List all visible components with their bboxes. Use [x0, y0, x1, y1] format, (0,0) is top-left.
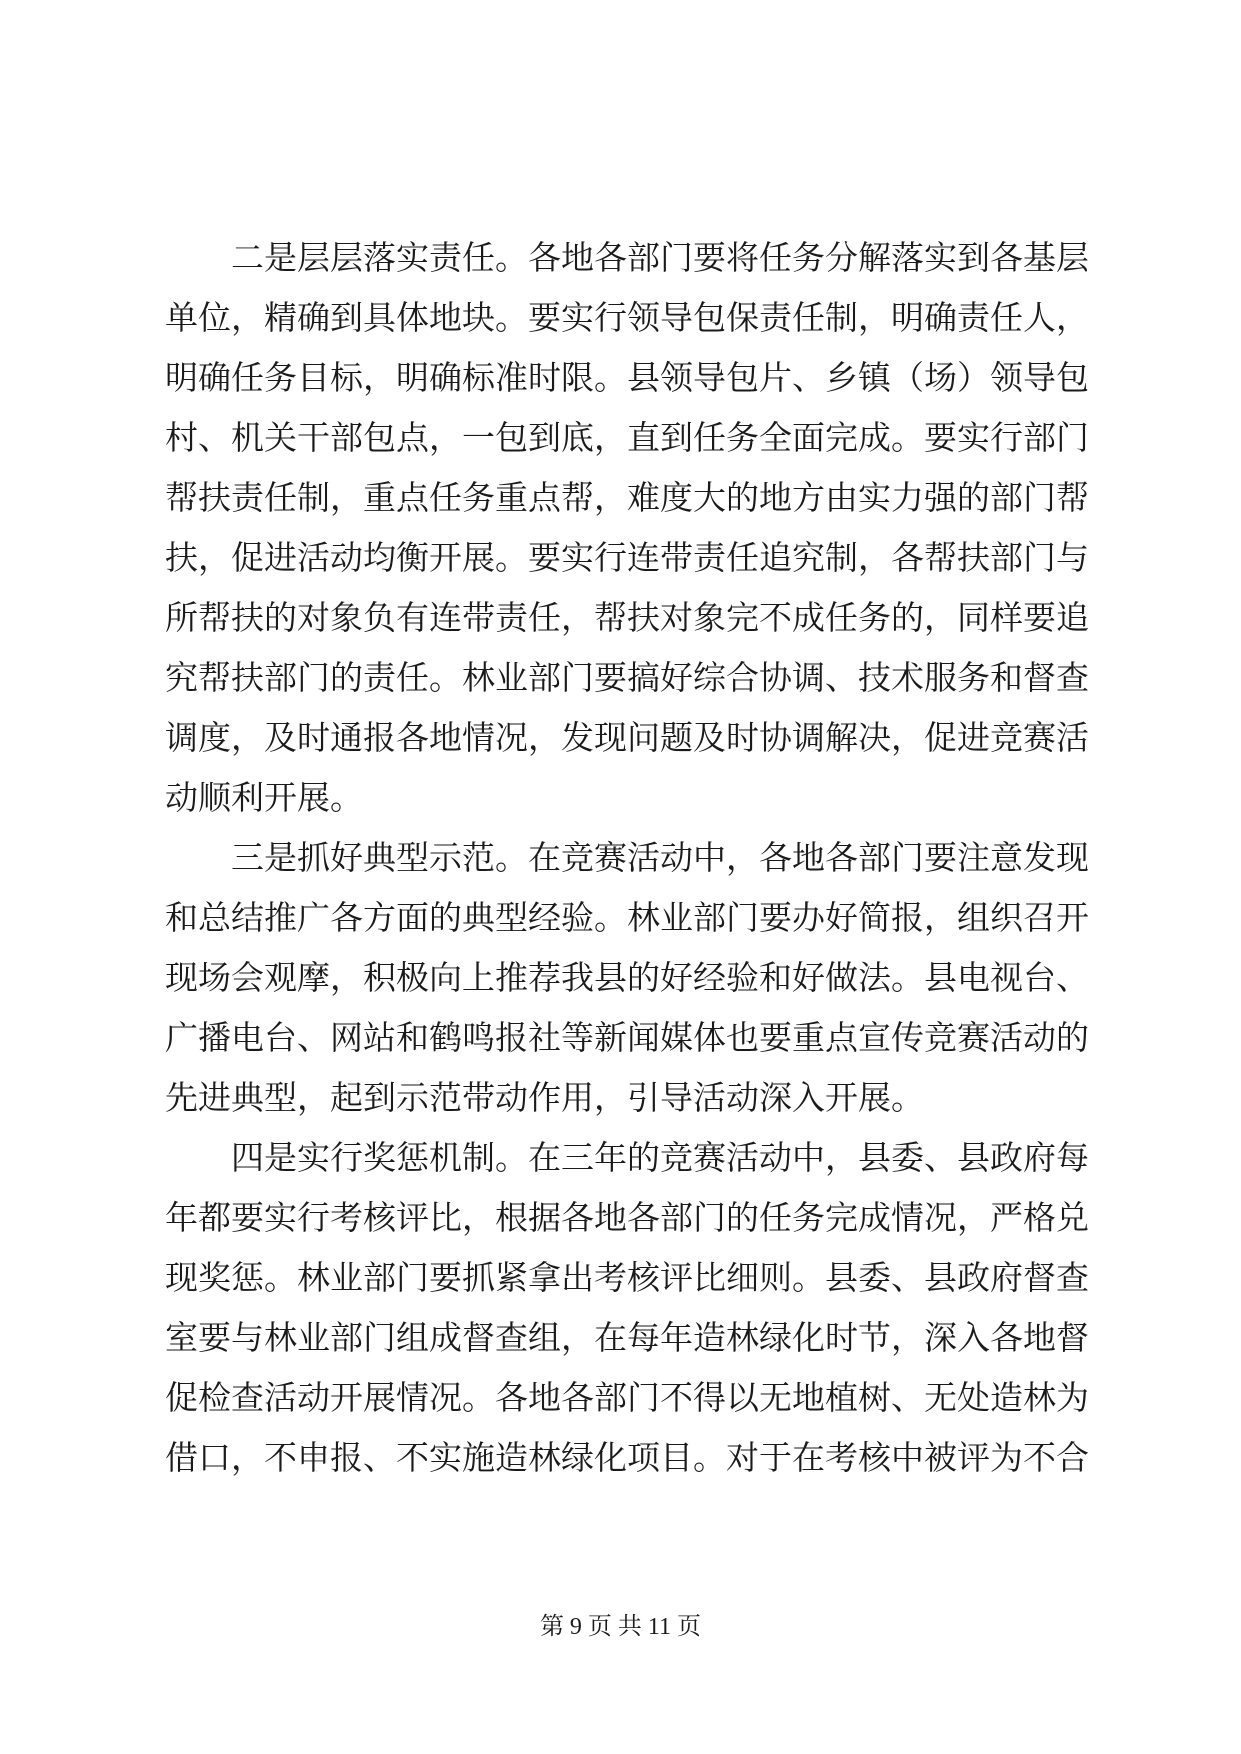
text-line: 三是抓好典型示范。在竞赛活动中，各地各部门要注意发现: [231, 838, 1089, 877]
text-line: 动顺利开展。: [165, 778, 363, 817]
text-line: 促检查活动开展情况。各地各部门不得以无地植树、无处造林为: [165, 1378, 1089, 1417]
text-line: 单位，精确到具体地块。要实行领导包保责任制，明确责任人，: [165, 298, 1089, 337]
text-line: 调度，及时通报各地情况，发现问题及时协调解决，促进竞赛活: [165, 718, 1089, 757]
text-line: 扶，促进活动均衡开展。要实行连带责任追究制，各帮扶部门与: [165, 538, 1089, 577]
text-line: 二是层层落实责任。各地各部门要将任务分解落实到各基层: [231, 238, 1089, 277]
text-line: 究帮扶部门的责任。林业部门要搞好综合协调、技术服务和督查: [165, 658, 1089, 697]
text-line: 年都要实行考核评比，根据各地各部门的任务完成情况，严格兑: [165, 1198, 1089, 1237]
text-line: 村、机关干部包点，一包到底，直到任务全面完成。要实行部门: [165, 418, 1089, 457]
text-line: 广播电台、网站和鹤鸣报社等新闻媒体也要重点宣传竞赛活动的: [165, 1018, 1089, 1057]
text-line: 现奖惩。林业部门要抓紧拿出考核评比细则。县委、县政府督查: [165, 1258, 1089, 1297]
page-number-footer: 第 9 页 共 11 页: [539, 1614, 702, 1640]
paragraph-demonstration: [165, 828, 1089, 1128]
text-line: 先进典型，起到示范带动作用，引导活动深入开展。: [165, 1078, 924, 1117]
text-line: 明确任务目标，明确标准时限。县领导包片、乡镇（场）领导包: [165, 358, 1089, 397]
text-line: 室要与林业部门组成督查组，在每年造林绿化时节，深入各地督: [165, 1318, 1089, 1357]
text-line: 所帮扶的对象负有连带责任，帮扶对象完不成任务的，同样要追: [165, 598, 1089, 637]
text-line: 帮扶责任制，重点任务重点帮，难度大的地方由实力强的部门帮: [165, 478, 1089, 517]
text-line: 四是实行奖惩机制。在三年的竞赛活动中，县委、县政府每: [231, 1138, 1089, 1177]
paragraph-rewards-penalties: [165, 1128, 1089, 1488]
document-body: [165, 228, 1089, 1488]
text-line: 现场会观摩，积极向上推荐我县的好经验和好做法。县电视台、: [165, 958, 1089, 997]
paragraph-responsibility: [165, 228, 1089, 828]
text-line: 借口，不申报、不实施造林绿化项目。对于在考核中被评为不合: [165, 1438, 1089, 1477]
text-line: 和总结推广各方面的典型经验。林业部门要办好简报，组织召开: [165, 898, 1089, 937]
